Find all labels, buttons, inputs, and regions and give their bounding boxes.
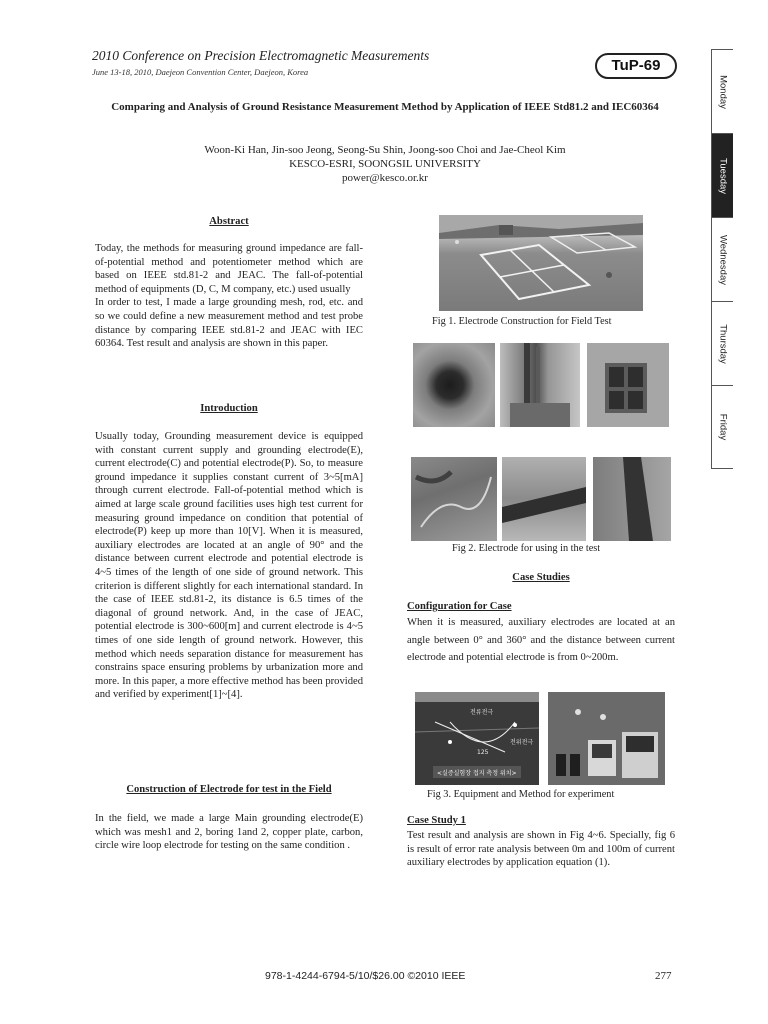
fig2-photo-trench <box>587 343 669 427</box>
tab-thursday[interactable] <box>711 301 733 385</box>
fig2-photo-boring-hole <box>413 343 495 427</box>
abstract-paragraph: In order to test, I made a large grounding mesh, rod, etc. and so we could define a new measurement method and test probe distance by comparing IEEE std.81-2 and JEAC with IEC 60364. Test result and analysis are shown in this paper. <box>95 297 363 350</box>
fig2-photo-wire-loop <box>593 457 671 541</box>
tab-label: Wednesday <box>717 234 728 285</box>
fig3-equipment-photo <box>548 692 665 785</box>
abstract-paragraph: Today, the methods for measuring ground impedance are fall-of-potential method and potentiometer method which are based on IEEE std.81-2 and JEAC. The fall-of-potential method of equipments (D, C, M company, etc.) used usually <box>95 243 363 295</box>
session-badge: TuP-69 <box>595 53 677 79</box>
fig2-photo-copper-plate <box>411 457 497 541</box>
page-number: 277 <box>655 970 672 982</box>
loop-trench-graphic <box>593 457 671 541</box>
tab-label: Thursday <box>717 323 728 364</box>
paper-title: Comparing and Analysis of Ground Resistance Measurement Method by Application of IEEE Std81.2 and IEC60364 <box>111 101 659 113</box>
trench-graphic <box>587 343 669 427</box>
fig2-caption: Fig 2. Electrode for using in the test <box>452 543 601 554</box>
electrode-grid-graphic <box>439 215 643 311</box>
configuration-paragraph: When it is measured, auxiliary electrodes are located at an angle between 0° and 360° and the distance between current electrode and potential electrode is from 0~200m. <box>407 617 675 664</box>
cable-graphic <box>411 457 497 541</box>
introduction-body <box>95 430 363 702</box>
tab-monday[interactable] <box>711 49 733 133</box>
fig3-map-photo <box>415 692 539 785</box>
conference-title: 2010 Conference on Precision Electromagnetic Measurements <box>92 48 430 63</box>
label-distance: 125 <box>477 749 489 756</box>
author-block <box>95 143 675 185</box>
tab-label: Tuesday <box>717 157 728 194</box>
label-map-caption: <실증실험장 접지 측정 위치> <box>437 770 517 777</box>
construction-heading: Construction of Electrode for test in the Field <box>126 784 332 795</box>
measurement-map-graphic <box>415 692 539 785</box>
case-studies-heading: Case Studies <box>512 572 570 583</box>
dark-trench-graphic <box>502 457 586 541</box>
tab-wednesday[interactable] <box>711 217 733 301</box>
label-potential-electrode: 전위전극 <box>510 739 534 746</box>
construction-body <box>95 812 363 853</box>
case-study-1-heading: Case Study 1 <box>407 815 466 826</box>
configuration-body <box>407 614 675 667</box>
label-current-electrode: 전류전극 <box>470 709 494 716</box>
day-tabs <box>711 49 733 469</box>
footer-isbn: 978-1-4244-6794-5/10/$26.00 ©2010 IEEE <box>265 970 466 982</box>
abstract-body <box>95 242 363 351</box>
fig1-caption: Fig 1. Electrode Construction for Field Test <box>432 316 612 327</box>
configuration-heading: Configuration for Case <box>407 601 512 612</box>
construction-paragraph: In the field, we made a large Main grounding electrode(E) which was mesh1 and 2, boring 1and 2, copper plate, carbon, circle wire loop electrode for testing on the same condition . <box>95 813 363 852</box>
introduction-heading: Introduction <box>200 403 258 414</box>
equipment-graphic <box>548 692 665 785</box>
fig1-photo <box>439 215 643 311</box>
conference-venue: June 13-18, 2010, Daejeon Convention Center, Daejeon, Korea <box>92 67 309 77</box>
fig2-photo-drilling-rig <box>500 343 580 427</box>
drill-graphic <box>500 343 580 427</box>
tab-label: Friday <box>717 413 728 441</box>
case-study-1-paragraph: Test result and analysis are shown in Fig 4~6. Specially, fig 6 is result of error rate analysis between 0m and 100m of current auxiliary electrodes by application equation (1). <box>407 830 675 869</box>
author-list: Woon-Ki Han, Jin-soo Jeong, Seong-Su Shin, Joong-soo Choi and Jae-Cheol Kim <box>204 144 566 156</box>
tab-friday[interactable] <box>711 385 733 469</box>
affiliation: KESCO-ESRI, SOONGSIL UNIVERSITY <box>289 158 481 170</box>
introduction-paragraph: Usually today, Grounding measurement device is equipped with constant current supply and grounding electrode(E), current electrode(C) and potential electrode(P). So, to measure ground impedance it supplies constant current of 3~5[mA] through current electrode. Fall-of-potential method which is aimed at large scale ground facilities uses high test current for measuring ground impedance on condition that potential of electrode(P) keep up more than 10[V]. When it is measured, auxiliary electrodes are located at an angle of 90° and the distance between current electrode and potential electrode is 4~5 times of the length of one side of ground network. This criterion is different slightly for each international standard. In the case of IEEE std.81-2, its distance is 6.5 times of the diagonal of ground network. And, in the case of JEAC, potential electrode is 300~600[m] and current electrode is 4~5 times of one side length of ground network. However, this method which needs separation distance for measurement has constrains space ensuring problems by urbanization more and more. In this paper, a more effective method has been provided and verified by experiment[1]~[4]. <box>95 431 363 701</box>
author-email: power@kesco.or.kr <box>342 172 428 184</box>
fig3-caption: Fig 3. Equipment and Method for experiment <box>427 789 615 800</box>
fig2-photo-carbon-trench <box>502 457 586 541</box>
abstract-heading: Abstract <box>209 216 249 227</box>
tab-label: Monday <box>717 74 728 109</box>
tab-tuesday[interactable] <box>711 133 733 217</box>
case-study-1-body <box>407 829 675 870</box>
